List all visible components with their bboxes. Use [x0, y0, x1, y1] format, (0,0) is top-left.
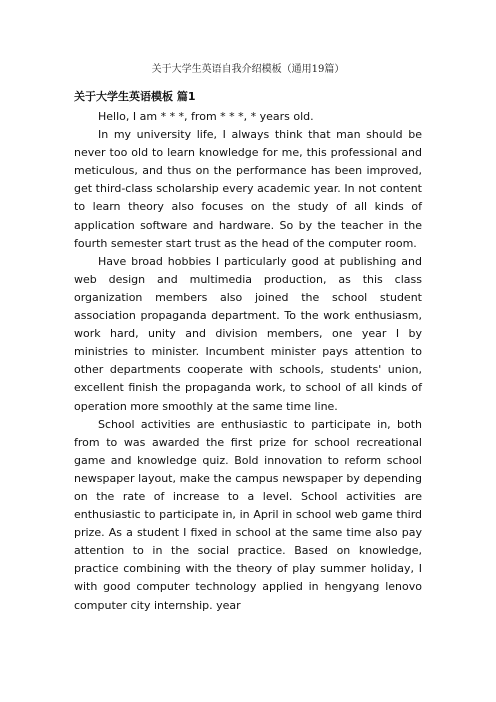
section-title: 关于大学生英语模板 篇1 — [74, 90, 196, 103]
paragraph: In my university life, I always think that man should be never too old to learn knowledge for me, this professional and meticulous, and thus on the performance has been improved, get third-class scholarship every academic year. In not content to learn theory also focuses on the study of all kinds of application software and hardware. So by the teacher in the fourth semester start trust as the head of the computer room. — [74, 128, 422, 250]
body-text — [74, 108, 422, 615]
document-header: 关于大学生英语自我介绍模板（通用19篇） — [151, 64, 345, 75]
paragraph: Hello, I am * * *, from * * *, * years old. — [98, 110, 314, 123]
paragraph: Have broad hobbies I particularly good at publishing and web design and multimedia production, as this class organization members also joined the school student association propaganda department. To the work enthusiasm, work hard, unity and division members, one year I by ministries to minister. Incumbent minister pays attention to other departments cooperate with schools, students' union, excellent finish the propaganda work, to school of all kinds of operation more smoothly at the same time line. — [74, 254, 422, 413]
paragraph: School activities are enthusiastic to participate in, both from to was awarded the first prize for school recreational game and knowledge quiz. Bold innovation to reform school newspaper layout, make the campus newspaper by depending on the rate of increase to a level. School activities are enthusiastic to participate in, in April in school web game third prize. As a student I fixed in school at the same time also pay attention to in the social practice. Based on knowledge, practice combining with the theory of play summer holiday, I with good computer technology applied in hengyang lenovo computer city internship. year — [74, 417, 422, 612]
